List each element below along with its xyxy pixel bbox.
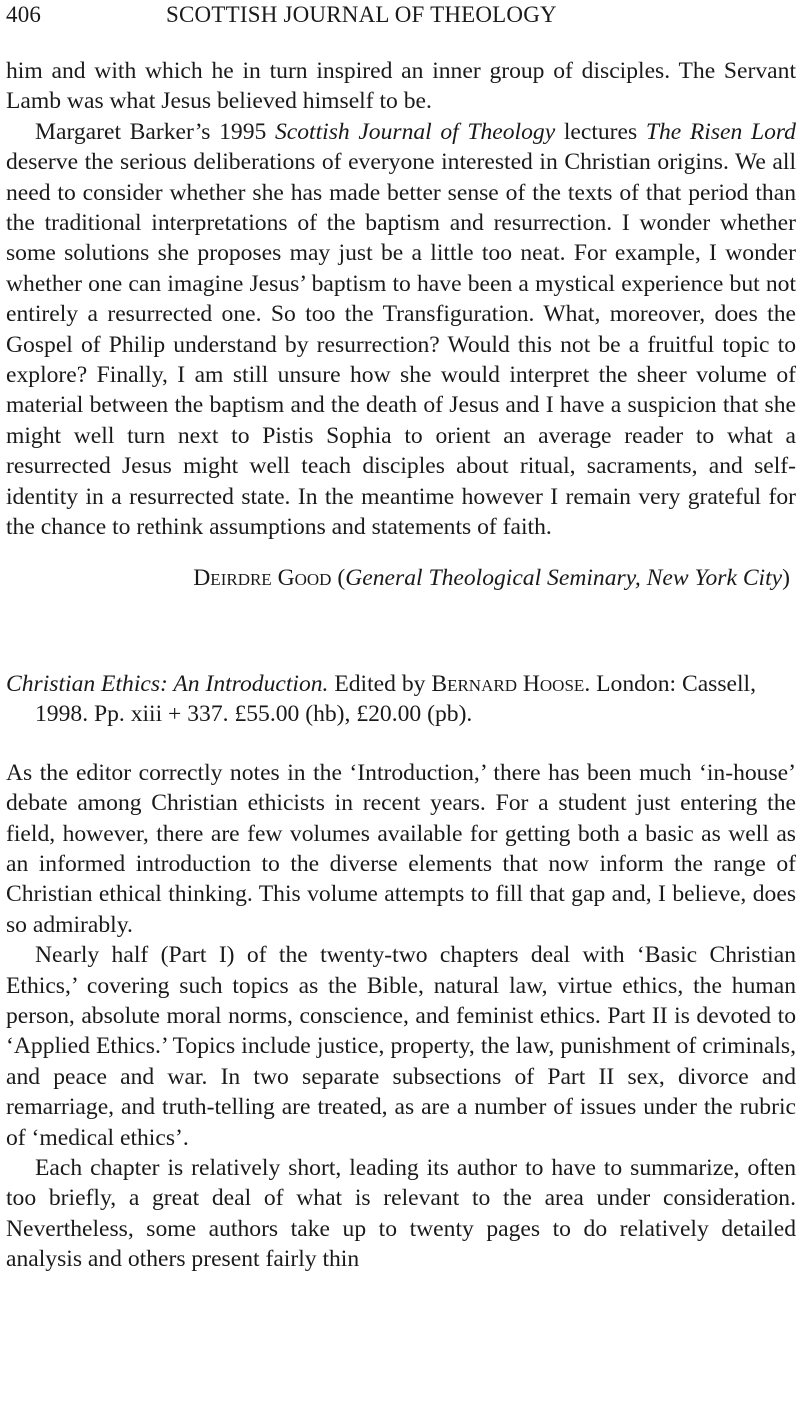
review-paragraph: Nearly half (Part I) of the twenty-two chapters deal with ‘Basic Christian Ethics,’ covering such topics as the Bible, natural law, virtue ethics, the human person, absolute moral norms, conscience, and feminist ethics. Part II is devoted to ‘Applied Ethics.’ Topics include justice, property, the law, punishment of criminals, and peace and war. In two separate subsections of Part II sex, divorce and remarriage, and truth-telling are treated, as are a number of issues under the rubric of ‘medical ethics’. [6,942,796,1151]
review-heading [6,669,796,730]
reviewer-signature: Deirdre Good (General Theological Seminary, New York City) [193,564,790,591]
reviewer-name: Deirdre Good [193,564,332,591]
journal-title: SCOTTISH JOURNAL OF THEOLOGY [166,2,557,27]
review-paragraph: Each chapter is relatively short, leading its author to have to summarize, often too briefly, a great deal of what is relevant to the area under consideration. Nevertheless, some authors take up to twenty pages to do relatively detailed analysis and others present fairly thin [6,1155,796,1273]
text-run: deserve the serious deliberations of everyone interested in Christian origins. We all need to consider whether she has made better sense of the texts of that period than the traditional interpretations of the baptism and resurrection. I wonder whether some solutions she proposes may just be a little too neat. For example, I wonder whether one can imagine Jesus’ baptism to have been a mystical experience but not entirely a resurrected one. So too the Transfiguration. What, moreover, does the Gospel of Philip understand by resurrection? Would this not be a fruitful topic to explore? Finally, I am still unsure how she would interpret the sheer volume of material between the baptism and the death of Jesus and I have a suspicion that she might well turn next to Pistis Sophia to orient an average reader to what a resurrected Jesus might well teach disciples about ritual, sacraments, and self-identity in a resurrected state. In the meantime however I remain very grateful for the chance to rethink assumptions and statements of faith. [6,149,796,541]
text-run: Edited by [328,670,432,697]
lecture-title: The Risen Lord [645,118,796,145]
reviewer-affiliation: General Theological Seminary, New York City [345,564,783,591]
book-title: Christian Ethics: An Introduction. [6,670,329,697]
text-run: lectures [555,118,646,145]
publication-details: . London: Cassell, 1998. Pp. xiii + 337. £55.00 (hb), £20.00 (pb). [35,670,757,728]
review-paragraph: As the editor correctly notes in the ‘Introduction,’ there has been much ‘in-house’ debate among Christian ethicists in recent years. For a student just entering the field, however, there are few volumes available for getting both a basic as well as an informed introduction to the diverse elements that now inform the range of Christian ethical thinking. This volume attempts to fill that gap and, I believe, does so admirably. [6,759,796,938]
journal-name: Scottish Journal of Theology [274,118,556,145]
editor-name: Bernard Hoose [431,670,585,697]
prev-review-paragraph [6,117,796,543]
page-number: 406 [6,2,42,27]
prev-review-paragraph: him and with which he in turn inspired an inner group of disciples. The Servant Lamb was what Jesus believed himself to be. [6,58,796,115]
text-run: Margaret Barker’s 1995 [35,118,275,145]
running-head [6,0,796,30]
